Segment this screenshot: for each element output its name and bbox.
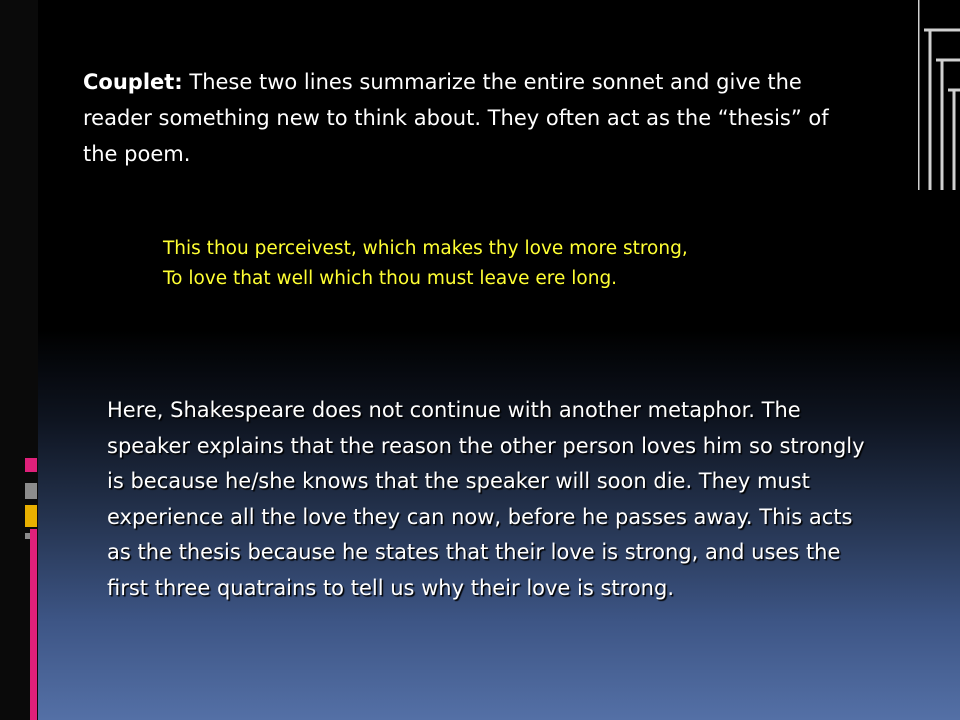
couplet-quote	[163, 234, 863, 294]
accent-bar-pink-top	[25, 458, 37, 472]
couplet-line-2: To love that well which thou must leave ere long.	[163, 268, 618, 289]
couplet-line-1: This thou perceivest, which makes thy love more strong,	[163, 238, 688, 259]
couplet-explanation: Here, Shakespeare does not continue with another metaphor. The speaker explains that the reason the other person loves him so strongly is because he/she knows that the speaker will soon die. They must experience all the love they can now, before he passes away. This acts as the thesis because he states that their love is strong, and uses the first three quatrains to tell us why their love is strong.	[107, 398, 865, 600]
accent-bar-gold	[25, 505, 37, 527]
accent-bar-pink-long	[30, 529, 37, 720]
accent-bar-gray-upper	[25, 483, 37, 499]
couplet-definition	[83, 64, 863, 172]
couplet-definition-text: These two lines summarize the entire sonnet and give the reader something new to think about. They often act as the “thesis” of the poem.	[83, 70, 829, 166]
corner-lines-ornament	[918, 0, 960, 190]
left-accent-bar	[0, 0, 38, 720]
couplet-label: Couplet:	[83, 70, 183, 94]
